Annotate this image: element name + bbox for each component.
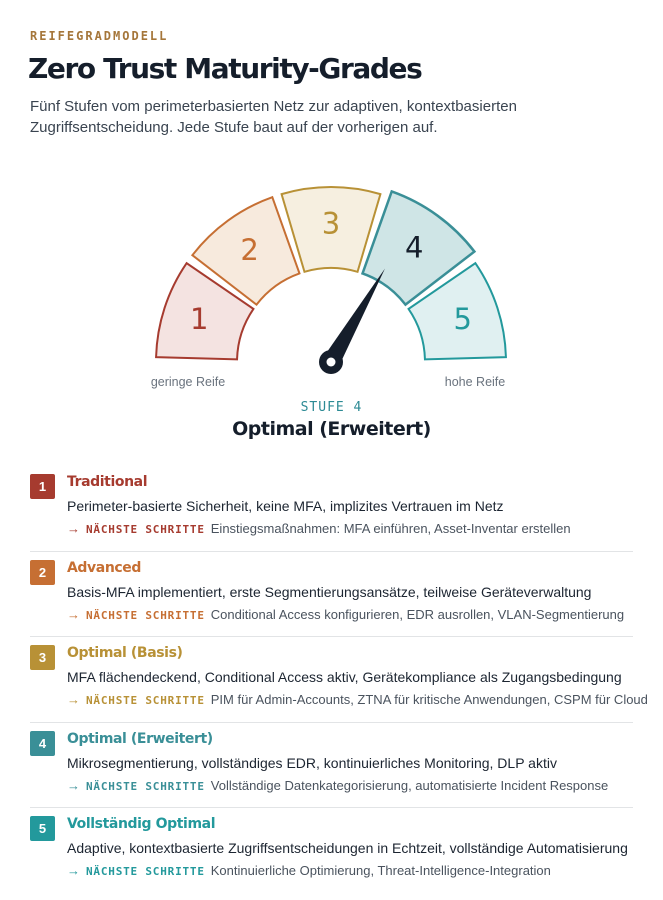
gauge-low-label: geringe Reife [150,375,226,389]
current-stage-kicker: STUFE 4 [300,400,363,415]
level-list [30,466,648,894]
level-item [30,637,648,723]
level-next-steps [67,863,551,878]
gauge-high-label: hohe Reife [444,375,506,389]
level-item [30,466,633,552]
level-name: Vollständig Optimal [67,816,216,832]
next-steps-label: NÄCHSTE SCHRITTE [86,865,205,878]
level-next-steps [67,607,624,622]
next-steps-label: NÄCHSTE SCHRITTE [86,694,205,707]
current-stage-name: Optimal (Erweitert) [232,418,431,440]
level-item [30,808,633,894]
level-item [30,723,633,809]
level-description: Mikrosegmentierung, vollständiges EDR, kontinuierliches Monitoring, DLP aktiv [67,754,557,771]
arrow-right-icon: → [67,606,80,622]
arrow-right-icon: → [67,863,80,878]
level-description: Perimeter-basierte Sicherheit, keine MFA, implizites Vertrauen im Netz [67,498,504,514]
gauge-segment-number: 4 [404,230,424,265]
page-title: Zero Trust Maturity-Grades [28,52,422,85]
level-description: Basis-MFA implementiert, erste Segmentierungsansätze, teilweise Geräteverwaltung [67,583,592,600]
level-next-steps [67,692,648,707]
page-subtitle: Fünf Stufen vom perimeterbasierten Netz zur adaptiven, kontextbasierten Zugriffsentscheidung. Jede Stufe baut auf der vorherigen auf. [30,98,517,136]
next-steps-text: Einstiegsmaßnahmen: MFA einführen, Asset-Inventar erstellen [210,521,571,536]
gauge-segment-number: 5 [453,302,472,337]
next-steps-label: NÄCHSTE SCHRITTE [86,779,205,793]
level-badge: 2 [30,560,55,585]
gauge-segment-number: 1 [190,302,209,337]
level-badge: 3 [30,645,55,670]
gauge-segment-number: 2 [240,232,259,267]
level-name: Optimal (Erweitert) [67,730,213,747]
level-name: Optimal (Basis) [67,645,183,661]
level-badge: 5 [30,816,55,841]
arrow-right-icon: → [67,777,80,793]
gauge-needle [319,268,385,374]
level-next-steps [67,521,571,536]
maturity-gauge [0,170,663,400]
arrow-right-icon: → [67,692,80,707]
eyebrow-label: REIFEGRADMODELL [30,29,169,43]
next-steps-label: NÄCHSTE SCHRITTE [86,523,205,536]
level-name: Advanced [67,559,142,576]
next-steps-text: Conditional Access konfigurieren, EDR ausrollen, VLAN-Segmentierung [210,606,625,622]
arrow-right-icon: → [67,521,80,536]
level-name: Traditional [67,474,148,490]
level-next-steps [67,778,608,793]
next-steps-text: Vollständige Datenkategorisierung, automatisierte Incident Response [210,777,609,793]
level-badge: 1 [30,474,55,499]
level-description: MFA flächendeckend, Conditional Access aktiv, Gerätekompliance als Zugangsbedingung [67,669,622,685]
level-badge: 4 [30,731,55,756]
level-item [30,552,633,638]
gauge-segment-number: 3 [321,206,341,241]
next-steps-text: PIM für Admin-Accounts, ZTNA für kritische Anwendungen, CSPM für Cloud [210,692,648,707]
next-steps-label: NÄCHSTE SCHRITTE [86,608,205,622]
next-steps-text: Kontinuierliche Optimierung, Threat-Intelligence-Integration [210,863,551,878]
level-description: Adaptive, kontextbasierte Zugriffsentscheidungen in Echtzeit, vollständige Automatisierung [67,840,628,856]
